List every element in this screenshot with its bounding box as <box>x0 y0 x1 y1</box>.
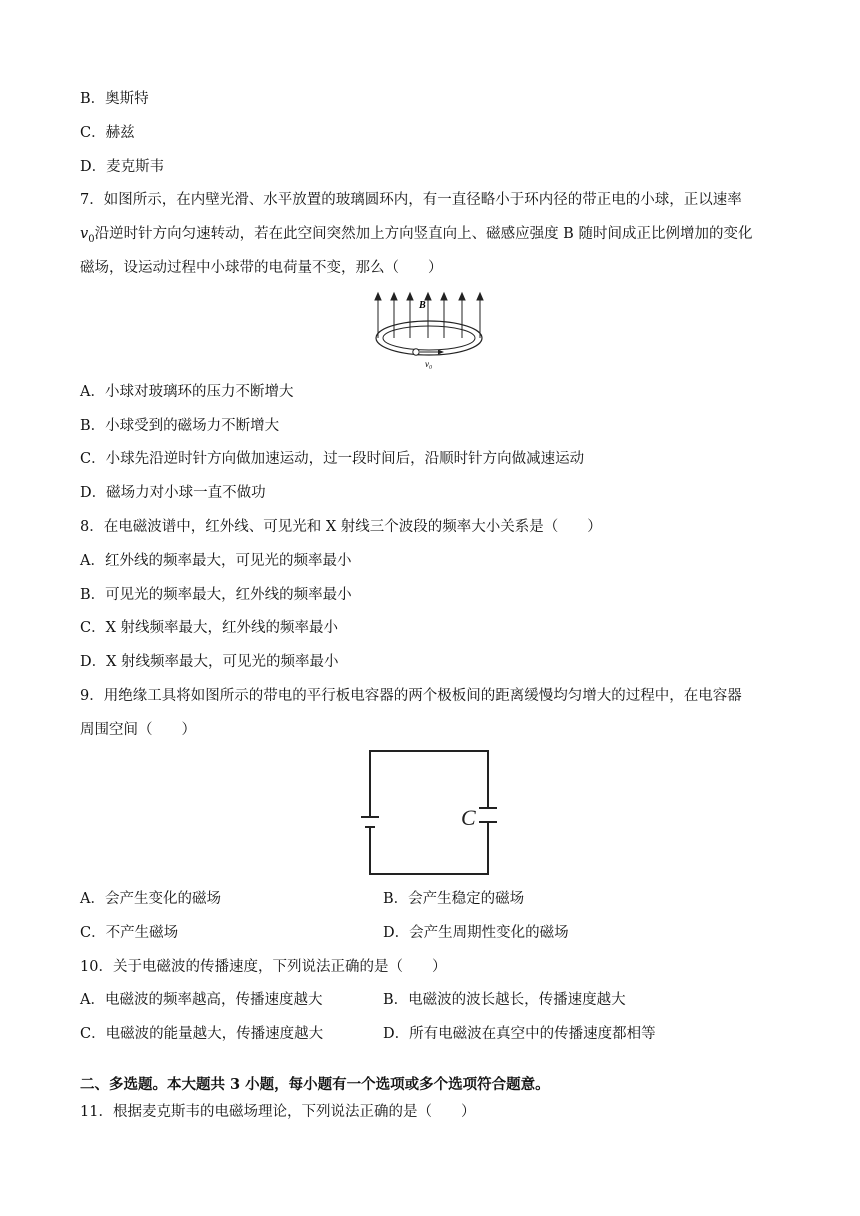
q11-stem: 11．根据麦克斯韦的电磁场理论，下列说法正确的是（ ） <box>80 1104 476 1120</box>
arrow-head <box>391 293 397 300</box>
q9-stem-line2: 周围空间（ ） <box>80 722 196 738</box>
q6-option-d: D．麦克斯韦 <box>80 159 165 175</box>
section-heading: 二、多选题。本大题共 3 小题，每小题有一个选项或多个选项符合题意。 <box>80 1076 550 1093</box>
q8-option-d: D．X 射线频率最大，可见光的频率最小 <box>80 654 339 670</box>
q10-option-d: D．所有电磁波在真空中的传播速度都相等 <box>383 1026 656 1042</box>
q7-stem-line2-rest: 沿逆时针方向匀速转动，若在此空间突然加上方向竖直向上、磁感应强度 B 随时间成正比例增加的变化 <box>94 226 753 242</box>
q9-option-d: D．会产生周期性变化的磁场 <box>383 925 569 941</box>
label-v0: v₀ <box>425 359 433 369</box>
q7-option-d: D．磁场力对小球一直不做功 <box>80 485 266 501</box>
velocity-arrow-head <box>438 350 444 355</box>
arrow-head <box>425 293 431 300</box>
v0-subscript: 0 <box>88 233 95 245</box>
q8-stem: 8．在电磁波谱中，红外线、可见光和 X 射线三个波段的频率大小关系是（ ） <box>80 519 602 535</box>
q7-stem-line3: 磁场，设运动过程中小球带的电荷量不变，那么（ ） <box>80 260 443 276</box>
arrow-head <box>477 293 483 300</box>
q8-option-b: B．可见光的频率最大，红外线的频率最小 <box>80 587 352 603</box>
magnetic-ring-figure <box>370 290 490 370</box>
q6-option-c: C．赫兹 <box>80 125 135 141</box>
glass-ring-inner <box>383 326 475 350</box>
q10-option-b: B．电磁波的波长越长，传播速度越大 <box>383 992 626 1008</box>
label-c: C <box>461 805 476 830</box>
q6-option-b: B．奥斯特 <box>80 91 149 107</box>
charged-ball <box>413 349 419 355</box>
q7-stem-line1: 7．如图所示，在内壁光滑、水平放置的玻璃圆环内，有一直径略小于环内径的带正电的小球，正以速率 <box>80 192 742 208</box>
v0-symbol: v <box>80 226 89 242</box>
q8-option-c: C．X 射线频率最大，红外线的频率最小 <box>80 620 339 636</box>
circuit-wire-top <box>370 751 488 802</box>
q10-option-a: A．电磁波的频率越高，传播速度越大 <box>80 992 323 1008</box>
q10-stem: 10．关于电磁波的传播速度，下列说法正确的是（ ） <box>80 959 447 975</box>
capacitor-circuit-figure <box>355 745 505 880</box>
arrow-head <box>441 293 447 300</box>
q7-stem-line2 <box>80 224 752 250</box>
arrow-head <box>407 293 413 300</box>
arrow-head <box>375 293 381 300</box>
q9-option-c: C．不产生磁场 <box>80 925 179 941</box>
q9-option-a: A．会产生变化的磁场 <box>80 891 221 907</box>
q7-option-c: C．小球先沿逆时针方向做加速运动，过一段时间后，沿顺时针方向做减速运动 <box>80 451 585 467</box>
arrow-head <box>459 293 465 300</box>
q8-option-a: A．红外线的频率最大，可见光的频率最小 <box>80 553 352 569</box>
q9-stem-line1: 9．用绝缘工具将如图所示的带电的平行板电容器的两个极板间的距离缓慢均匀增大的过程中，在电容器 <box>80 688 742 704</box>
label-b: B <box>419 300 426 311</box>
q10-option-c: C．电磁波的能量越大，传播速度越大 <box>80 1026 324 1042</box>
q9-option-b: B．会产生稳定的磁场 <box>383 891 525 907</box>
q7-option-b: B．小球受到的磁场力不断增大 <box>80 418 280 434</box>
q7-option-a: A．小球对玻璃环的压力不断增大 <box>80 384 294 400</box>
